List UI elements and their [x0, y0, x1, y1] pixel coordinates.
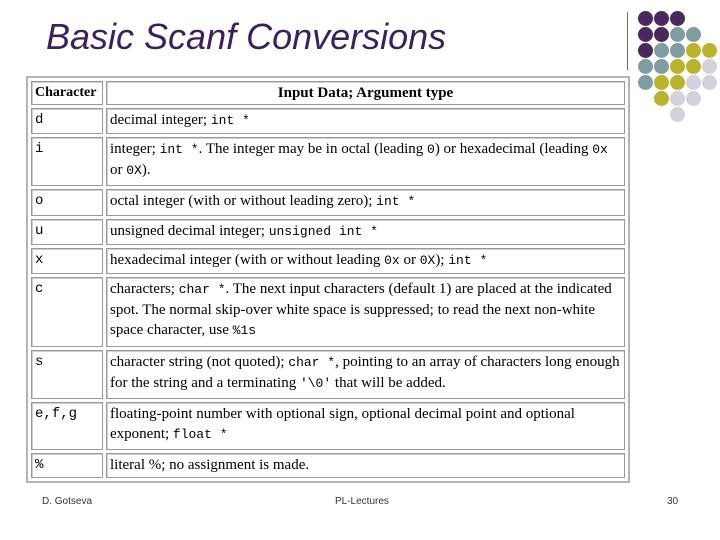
decorative-dot [638, 59, 653, 74]
decorative-dot [670, 107, 685, 122]
text-fragment: . The next input characters (default 1) are placed at the indicated spot. The normal skip-over white space is suppressed; to read the next non-white space character, use [110, 281, 612, 339]
text-fragment: literal %; no assignment is made. [110, 456, 310, 473]
decorative-dot [702, 75, 717, 90]
header-argument-type: Input Data; Argument type [106, 81, 625, 105]
decorative-dot [670, 75, 685, 90]
decorative-dot [654, 59, 669, 74]
decorative-dot [654, 91, 669, 106]
argument-description [106, 108, 625, 134]
code-fragment: 0x [384, 252, 400, 268]
conversion-character: d [31, 108, 103, 134]
table-row [31, 189, 625, 215]
code-fragment: '\0' [299, 376, 332, 392]
conversion-character: o [31, 189, 103, 215]
table-row [31, 402, 625, 450]
code-fragment: int * [210, 113, 250, 128]
decorative-dot [670, 27, 685, 42]
text-fragment: integer; [110, 141, 160, 158]
footer-author: D. Gotseva [42, 496, 93, 507]
conversion-character: u [31, 219, 103, 245]
text-fragment: or [110, 162, 127, 179]
argument-description [106, 189, 625, 215]
decorative-dot [670, 91, 685, 106]
argument-description [106, 277, 625, 347]
code-fragment: 0X [126, 163, 142, 179]
argument-description [106, 137, 625, 186]
code-fragment: int * [159, 142, 199, 158]
decorative-dot [686, 27, 701, 42]
table-row [31, 277, 625, 347]
text-fragment: or [399, 251, 420, 268]
text-fragment: decimal integer; [110, 112, 211, 128]
decorative-dot [670, 43, 685, 58]
decorative-dot [654, 75, 669, 90]
text-fragment: ); [435, 251, 449, 268]
text-fragment: . The integer may be in octal (leading [198, 141, 427, 158]
text-fragment: floating-point number with optional sign, optional decimal point and optional exponent; [110, 405, 575, 442]
code-fragment: char * [288, 355, 336, 371]
text-fragment: characters; [110, 281, 179, 298]
code-fragment: 0x [592, 142, 608, 158]
code-fragment: 0X [419, 252, 436, 268]
argument-description [106, 402, 625, 450]
argument-description [106, 219, 625, 245]
decorative-dot [670, 59, 685, 74]
text-fragment: , pointing to an array of characters long enough for the string and a terminating [110, 354, 620, 392]
text-fragment: unsigned decimal integer; [110, 222, 269, 239]
footer-course: PL-Lectures [335, 496, 389, 507]
table-row [31, 248, 625, 274]
conversion-character: e,f,g [31, 402, 103, 450]
decorative-dot [638, 75, 653, 90]
decorative-dot [686, 59, 701, 74]
code-fragment: int * [376, 194, 416, 210]
decorative-dot [654, 43, 669, 58]
conversion-character: % [31, 453, 103, 478]
code-fragment: %1s [232, 323, 257, 339]
table-row [31, 137, 625, 186]
decorative-dot [702, 43, 717, 58]
text-fragment: hexadecimal integer (with or without leading [110, 251, 385, 268]
text-fragment: ). [141, 162, 151, 179]
footer-page-number: 30 [667, 496, 679, 507]
argument-description [106, 248, 625, 274]
table-row [31, 108, 625, 134]
table-row [31, 219, 625, 245]
argument-description [106, 453, 625, 478]
decorative-dot [686, 75, 701, 90]
decorative-dot [686, 43, 701, 58]
decorative-dot [686, 91, 701, 106]
conversion-character: x [31, 248, 103, 274]
header-character: Character [31, 81, 103, 105]
slide-title: Basic Scanf Conversions [46, 16, 447, 57]
text-fragment: character string (not quoted); [110, 354, 289, 371]
decorative-dot-grid [638, 11, 720, 121]
conversion-character: i [31, 137, 103, 186]
title-divider [627, 12, 628, 70]
text-fragment: ) or hexadecimal (leading [434, 141, 593, 158]
code-fragment: unsigned int * [268, 223, 378, 239]
decorative-dot [670, 11, 685, 26]
table-row [31, 453, 625, 478]
decorative-dot [702, 59, 717, 74]
code-fragment: int * [448, 252, 488, 268]
code-fragment: char * [178, 282, 226, 298]
decorative-dot [654, 11, 669, 26]
decorative-dot [638, 27, 653, 42]
text-fragment: that will be added. [331, 375, 446, 392]
conversion-character: c [31, 277, 103, 347]
conversion-table [26, 76, 630, 483]
text-fragment: octal integer (with or without leading zero); [110, 193, 377, 210]
decorative-dot [638, 11, 653, 26]
conversion-character: s [31, 350, 103, 399]
code-fragment: 0 [427, 142, 435, 158]
argument-description [106, 350, 625, 399]
decorative-dot [654, 27, 669, 42]
decorative-dot [638, 43, 653, 58]
table-row [31, 350, 625, 399]
code-fragment: float * [172, 426, 228, 442]
table-header-row [31, 81, 625, 105]
